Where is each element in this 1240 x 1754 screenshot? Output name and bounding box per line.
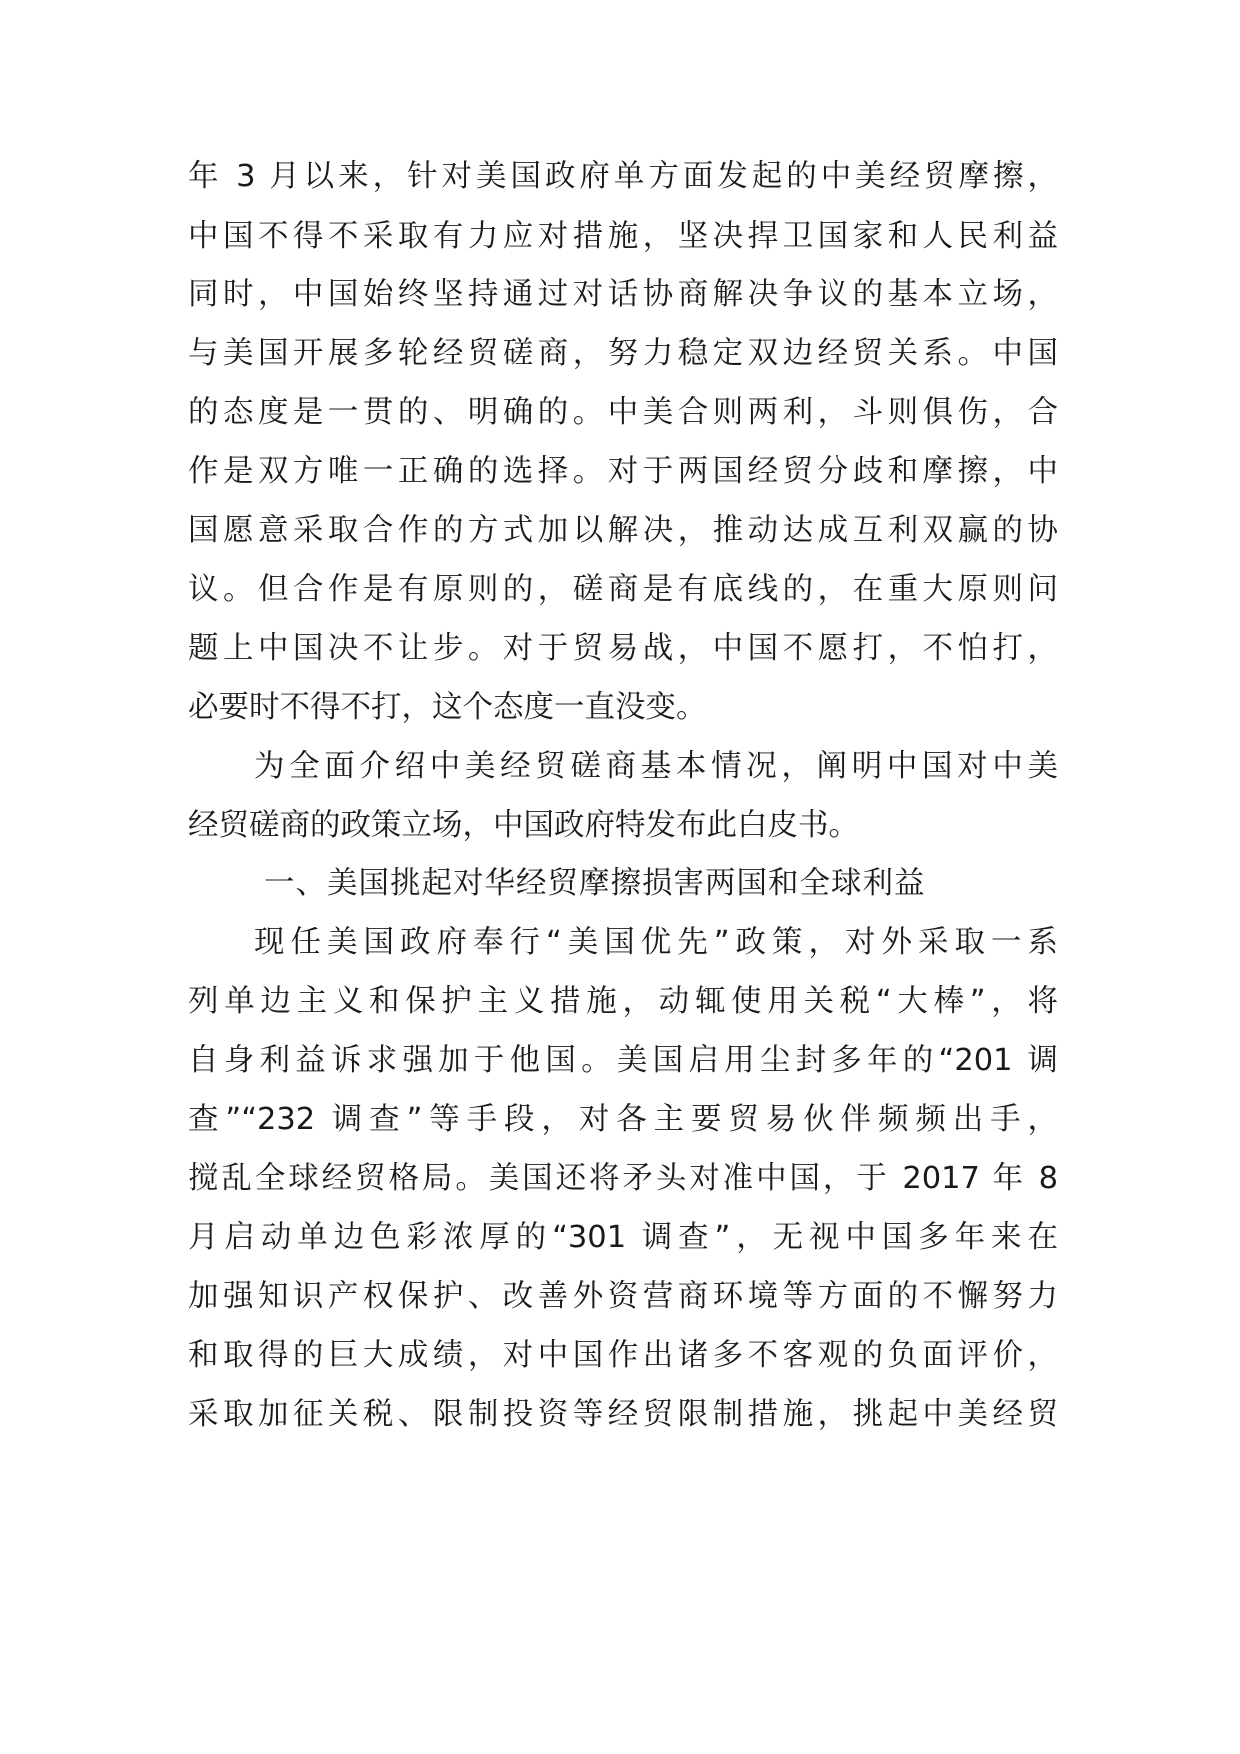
paragraph-1-line-10: 必要时不得不打，这个态度一直没变。 <box>188 690 707 725</box>
paragraph-1-line-7: 国愿意采取合作的方式加以解决，推动达成互利双赢的协 <box>188 513 1058 548</box>
paragraph-1-line-2: 中国不得不采取有力应对措施，坚决捍卫国家和人民利益 <box>188 219 1058 254</box>
paragraph-2-line-1: 为全面介绍中美经贸磋商基本情况，阐明中国对中美 <box>254 749 1058 784</box>
paragraph-3-line-8: 和取得的巨大成绩，对中国作出诸多不客观的负面评价， <box>188 1338 1058 1373</box>
paragraph-1-line-4: 与美国开展多轮经贸磋商，努力稳定双边经贸关系。中国 <box>188 336 1058 371</box>
paragraph-3-line-2: 列单边主义和保护主义措施，动辄使用关税“大棒”，将 <box>188 984 1058 1019</box>
paragraph-3-line-4: 查”“232 调查”等手段，对各主要贸易伙伴频频出手， <box>188 1102 1058 1137</box>
section-heading: 一、美国挑起对华经贸摩擦损害两国和全球利益 <box>264 866 926 901</box>
paragraph-1-line-1: 年 3 月以来，针对美国政府单方面发起的中美经贸摩擦， <box>188 159 1058 194</box>
paragraph-3-line-1: 现任美国政府奉行“美国优先”政策，对外采取一系 <box>254 925 1058 960</box>
paragraph-3-line-6: 月启动单边色彩浓厚的“301 调查”，无视中国多年来在 <box>188 1220 1058 1255</box>
paragraph-3-line-5: 搅乱全球经贸格局。美国还将矛头对准中国，于 2017 年 8 <box>188 1161 1058 1196</box>
paragraph-3-line-7: 加强知识产权保护、改善外资营商环境等方面的不懈努力 <box>188 1279 1058 1314</box>
paragraph-1-line-3: 同时，中国始终坚持通过对话协商解决争议的基本立场， <box>188 277 1058 312</box>
paragraph-3-line-9: 采取加征关税、限制投资等经贸限制措施，挑起中美经贸 <box>188 1397 1058 1432</box>
paragraph-1-line-8: 议。但合作是有原则的，磋商是有底线的，在重大原则问 <box>188 572 1058 607</box>
paragraph-3-line-3: 自身利益诉求强加于他国。美国启用尘封多年的“201 调 <box>188 1043 1058 1078</box>
paragraph-2-line-2: 经贸磋商的政策立场，中国政府特发布此白皮书。 <box>188 808 859 843</box>
paragraph-1-line-6: 作是双方唯一正确的选择。对于两国经贸分歧和摩擦，中 <box>188 454 1058 489</box>
paragraph-1-line-9: 题上中国决不让步。对于贸易战，中国不愿打，不怕打， <box>188 631 1058 666</box>
paragraph-1-line-5: 的态度是一贯的、明确的。中美合则两利，斗则俱伤，合 <box>188 395 1058 430</box>
